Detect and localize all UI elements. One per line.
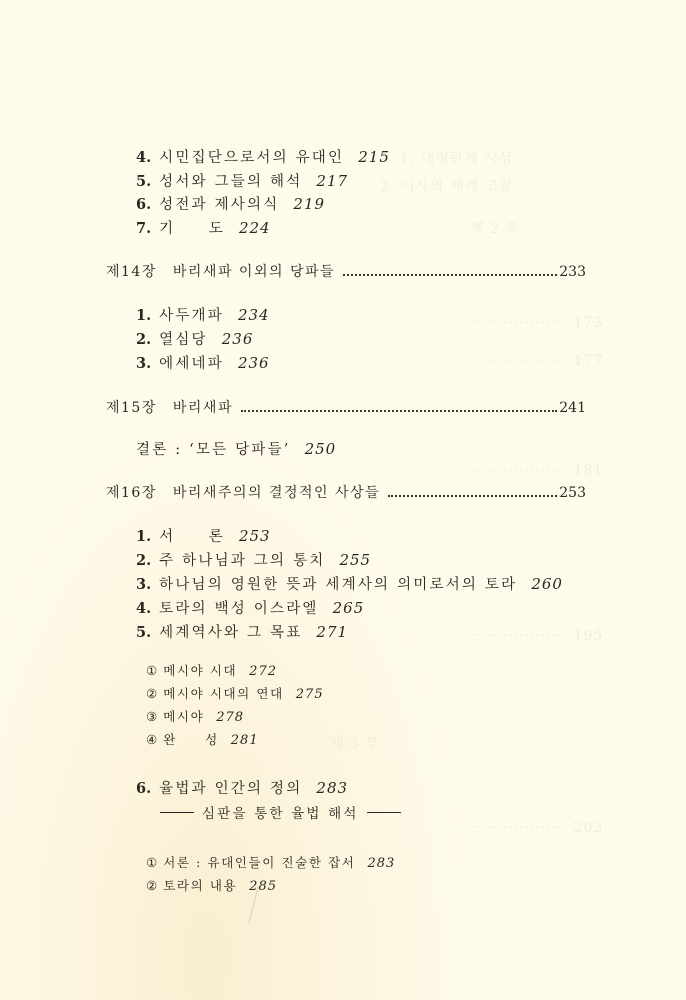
toc-entry: 4. 시민집단으로서의 유대인 215: [136, 148, 390, 166]
show-through-text: 제 3 부: [330, 736, 380, 752]
entry-page: 272: [249, 664, 277, 679]
toc-entry: 4. 토라의 백성 이스라엘 265: [136, 599, 365, 617]
show-through-text: ·················· 195: [470, 628, 604, 644]
chapter-page: 233: [559, 264, 586, 280]
entry-page: 255: [339, 551, 372, 569]
entry-page: 271: [316, 623, 349, 641]
chapter-title: 바리새파: [172, 400, 233, 416]
chapter-label: 제15장: [106, 400, 157, 416]
entry-title: 서 론: [159, 529, 225, 545]
entry-page: 278: [216, 710, 245, 725]
em-dash-rule: [367, 812, 401, 813]
em-dash-rule: [160, 812, 194, 813]
entry-title: 토라의 백성 이스라엘: [159, 601, 319, 617]
entry-title: 완 성: [163, 732, 219, 747]
entry-page: 265: [332, 599, 365, 617]
entry-title: 에세네파: [159, 356, 224, 372]
toc-subentry: ② 토라의 내용 285: [146, 878, 277, 894]
toc-entry: 5. 세계역사와 그 목표 271: [136, 623, 349, 641]
entry-title: 성서와 그들의 해석: [159, 174, 303, 190]
entry-page: 281: [230, 733, 259, 748]
dot-leader: [241, 410, 557, 412]
toc-subentry: ③ 메시야 278: [146, 709, 245, 725]
entry-page: 234: [237, 306, 270, 324]
chapter-heading-14: [106, 261, 586, 281]
entry-title: 열심당: [159, 332, 208, 348]
entry-page: 224: [238, 219, 271, 237]
chapter-label: 제14장: [106, 264, 157, 280]
chapter-page: 253: [559, 485, 586, 501]
entry-title: 메시야 시대의 연대: [163, 686, 284, 701]
entry-page: 219: [293, 195, 326, 213]
entry-title: 토라의 내용: [163, 878, 238, 893]
toc-subentry: ① 메시야 시대 272: [146, 663, 277, 679]
show-through-text: 1. 대칭관계 사상: [400, 151, 514, 167]
entry-title: 시민집단으로서의 유대인: [159, 150, 345, 166]
entry-page: 250: [304, 440, 337, 458]
entry-page: 217: [316, 172, 349, 190]
conclusion-entry: [136, 438, 336, 459]
entry-page: 253: [238, 527, 271, 545]
show-through-text: ·················· 181: [470, 463, 604, 479]
entry-title: 사두개파: [159, 308, 224, 324]
toc-subentry: ② 메시야 시대의 연대 275: [146, 686, 324, 702]
entry-page: 283: [316, 779, 349, 797]
toc-entry: 7. 기 도 224: [136, 219, 271, 237]
subtitle-text: 심판을 통한 율법 해석: [202, 806, 359, 822]
toc-entry: 3. 에세네파 236: [136, 354, 270, 372]
toc-entry: 6. 성전과 제사의식 219: [136, 195, 326, 213]
entry-page: 260: [531, 575, 563, 593]
entry-title: 서론 : 유대인들이 진술한 잡서: [163, 855, 356, 870]
toc-entry: 2. 열심당 236: [136, 330, 254, 348]
dot-leader: [388, 495, 557, 497]
toc-subentry: ④ 완 성 281: [146, 732, 259, 748]
section-subtitle: [160, 802, 401, 822]
entry-title: 기 도: [159, 221, 225, 237]
chapter-title: 바리새파 이외의 당파들: [172, 264, 336, 280]
entry-title: 세계역사와 그 목표: [159, 625, 303, 641]
entry-page: 283: [367, 856, 396, 871]
toc-entry: 2. 주 하나님과 그의 통치 255: [136, 551, 372, 569]
dot-leader: [343, 274, 557, 276]
entry-title: 율법과 인간의 정의: [159, 781, 303, 797]
chapter-label: 제16장: [106, 485, 157, 501]
toc-subentry: ① 서론 : 유대인들이 진술한 잡서 283: [146, 855, 396, 871]
show-through-text: ·················· 203: [470, 820, 604, 836]
entry-title: 결론 : ‘모든 당파들’: [136, 442, 291, 458]
toc-entry: 1. 사두개파 234: [136, 306, 270, 324]
entry-page: 275: [295, 687, 324, 702]
entry-title: 메시야 시대: [163, 663, 238, 678]
entry-page: 236: [237, 354, 270, 372]
entry-page: 285: [249, 879, 277, 894]
chapter-title: 바리새주의의 결정적인 사상들: [172, 485, 381, 501]
entry-title: 하나님의 영원한 뜻과 세계사의 의미로서의 토라: [159, 577, 518, 593]
entry-page: 215: [358, 148, 390, 166]
chapter-heading-16: [106, 482, 586, 502]
chapter-page: 241: [559, 400, 586, 416]
show-through-text: 제 2 부: [470, 221, 520, 237]
chapter-heading-15: [106, 397, 586, 417]
show-through-text: ·················· 177: [470, 353, 604, 369]
entry-title: 주 하나님과 그의 통치: [159, 553, 326, 569]
toc-entry: 1. 서 론 253: [136, 527, 271, 545]
toc-entry: 3. 하나님의 영원한 뜻과 세계사의 의미로서의 토라 260: [136, 575, 563, 593]
show-through-text: ·················· 173: [470, 315, 604, 331]
toc-entry: 6. 율법과 인간의 정의 283: [136, 779, 349, 797]
show-through-text: 2. 이사의 세계 고찰: [380, 179, 514, 195]
entry-page: 236: [221, 330, 254, 348]
entry-title: 성전과 제사의식: [159, 197, 280, 213]
entry-title: 메시야: [163, 709, 205, 724]
toc-entry: 5. 성서와 그들의 해석 217: [136, 172, 349, 190]
